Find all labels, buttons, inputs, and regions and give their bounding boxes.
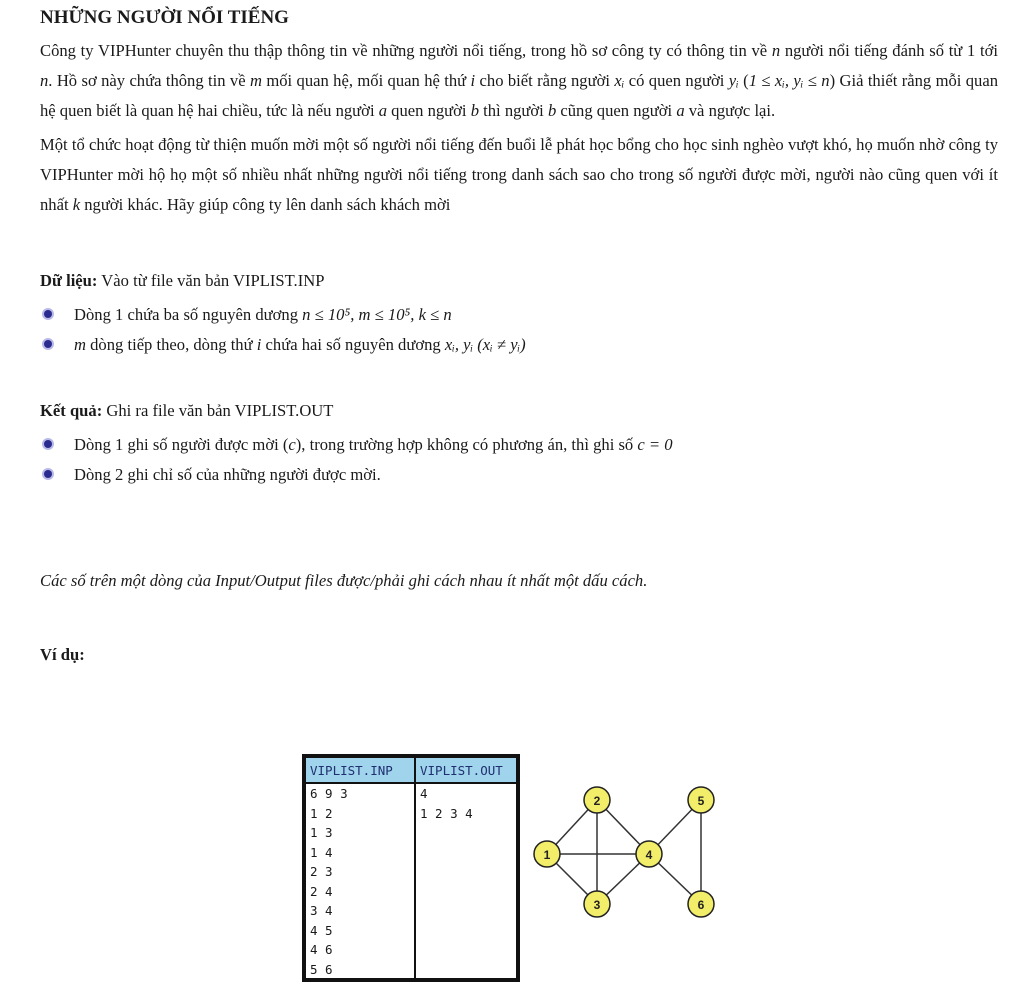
output-cell: 4 [415, 783, 516, 804]
table-row [306, 921, 516, 941]
table-row [306, 882, 516, 902]
input-cell: 4 6 [310, 942, 333, 957]
input-cell: 1 2 [310, 805, 333, 821]
svg-text:2: 2 [593, 794, 601, 808]
output-cell: 1 2 3 4 [415, 804, 516, 824]
list-item: Dòng 1 ghi số người được mời (c), trong trường hợp không có phương án, thì ghi số c = 0 [40, 430, 998, 460]
graph-node-4 [636, 841, 662, 867]
graph-node-3 [584, 891, 610, 917]
output-cell [415, 882, 516, 902]
input-file-header: VIPLIST.INP [306, 758, 415, 783]
example-label: Ví dụ: [40, 645, 85, 664]
table-row [306, 901, 516, 921]
graph-node-1 [534, 841, 560, 867]
output-cell [415, 901, 516, 921]
intro-paragraph-2: Một tổ chức hoạt động từ thiện muốn mời một số người nổi tiếng đến buổi lễ phát học bổng cho học sinh nghèo vượt khó, họ muốn nhờ công ty VIPHunter mời hộ họ một số nhiều nhất những người nổi tiếng trong danh sách sao cho trong số người được mời, người nào cũng quen với ít nhất k người khác. Hãy giúp công ty lên danh sách khách mời [40, 135, 998, 214]
document-page [40, 4, 998, 670]
graph-edges [547, 800, 701, 904]
example-graph [525, 776, 725, 926]
page-title: NHỮNG NGƯỜI NỔI TIẾNG [40, 7, 289, 28]
table-row [306, 783, 516, 804]
example-io-table [302, 754, 520, 982]
table-row [306, 940, 516, 960]
input-cell: 3 4 [310, 903, 333, 918]
list-item: Dòng 2 ghi chỉ số của những người được mời. [40, 460, 998, 490]
input-cell: 2 4 [310, 883, 333, 899]
output-cell [415, 960, 516, 980]
output-cell [415, 921, 516, 941]
format-note: Các số trên một dòng của Input/Output files được/phải ghi cách nhau ít nhất một dấu cách. [40, 571, 648, 590]
table-row [306, 960, 516, 980]
input-cell: 6 9 3 [310, 786, 348, 801]
io-table [306, 758, 516, 979]
output-cell [415, 862, 516, 882]
io-table-body [306, 783, 516, 979]
svg-text:3: 3 [593, 898, 601, 912]
graph-nodes [534, 787, 714, 917]
output-spec-list [40, 430, 998, 490]
input-section-heading: Dữ liệu: Vào từ file văn bản VIPLIST.INP [40, 271, 325, 290]
bullet-icon [44, 470, 52, 478]
graph-node-5 [688, 787, 714, 813]
graph-node-6 [688, 891, 714, 917]
input-cell: 1 3 [310, 825, 333, 840]
table-row [306, 823, 516, 843]
svg-text:6: 6 [697, 898, 705, 912]
input-cell: 1 4 [310, 844, 333, 860]
input-spec-list [40, 300, 998, 360]
svg-text:1: 1 [543, 848, 551, 862]
output-cell [415, 823, 516, 843]
output-section-heading: Kết quả: Ghi ra file văn bản VIPLIST.OUT [40, 401, 334, 420]
svg-text:4: 4 [645, 848, 653, 862]
intro-paragraph-1: Công ty VIPHunter chuyên thu thập thông tin về những người nổi tiếng, trong hồ sơ công ty có thông tin về n người nổi tiếng đánh số từ 1 tới n. Hồ sơ này chứa thông tin về m mối quan hệ, mối quan hệ thứ i cho biết rằng người xᵢ có quen người yᵢ (1 ≤ xᵢ, yᵢ ≤ n) Giả thiết rằng mỗi quan hệ quen biết là quan hệ hai chiều, tức là nếu người a quen người b thì người b cũng quen người a và ngược lại. [40, 41, 999, 120]
output-cell [415, 940, 516, 960]
bullet-icon [44, 340, 52, 348]
table-row [306, 804, 516, 824]
list-item: Dòng 1 chứa ba số nguyên dương n ≤ 10⁵, m ≤ 10⁵, k ≤ n [40, 300, 998, 330]
graph-node-2 [584, 787, 610, 813]
table-row [306, 843, 516, 863]
table-row [306, 862, 516, 882]
bullet-icon [44, 310, 52, 318]
output-cell [415, 843, 516, 863]
output-file-header: VIPLIST.OUT [415, 758, 516, 783]
list-item: m dòng tiếp theo, dòng thứ i chứa hai số nguyên dương xᵢ, yᵢ (xᵢ ≠ yᵢ) [40, 330, 998, 360]
input-cell: 5 6 [310, 961, 333, 977]
svg-text:5: 5 [697, 794, 705, 808]
input-cell: 4 5 [310, 922, 333, 938]
input-cell: 2 3 [310, 864, 333, 879]
bullet-icon [44, 440, 52, 448]
